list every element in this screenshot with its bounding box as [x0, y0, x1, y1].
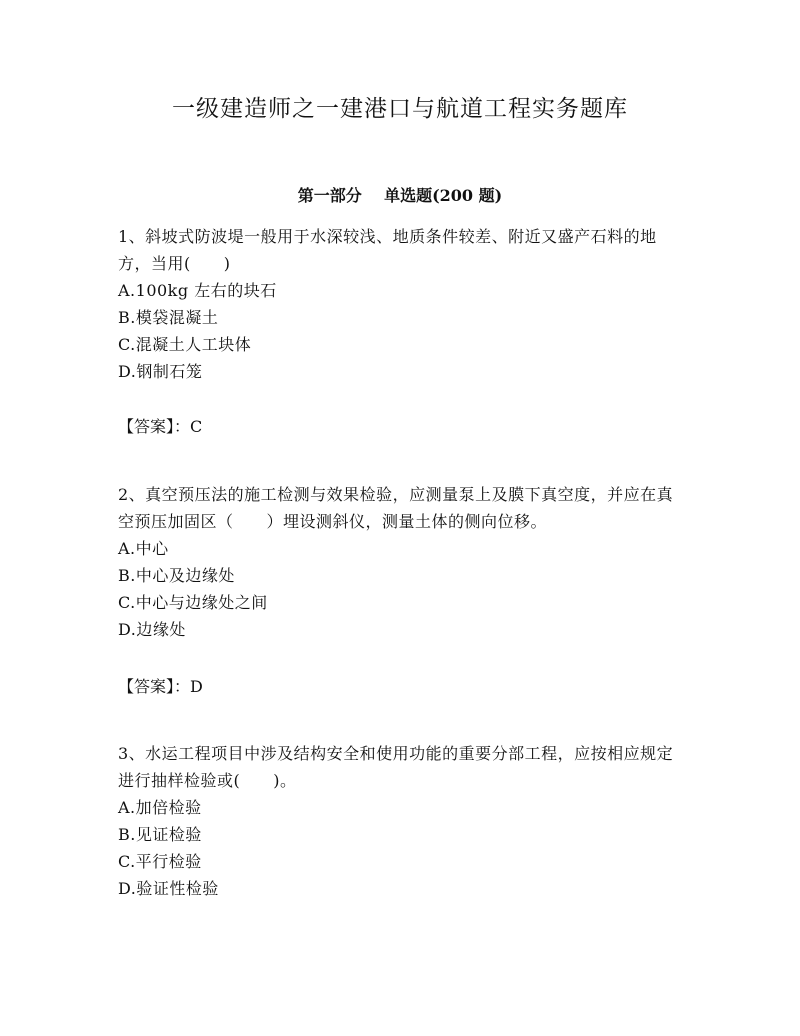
question-1-stem: 1、斜坡式防波堤一般用于水深较浅、地质条件较差、附近又盛产石料的地方，当用( ): [118, 227, 657, 273]
question-2-option-c: C.中心与边缘处之间: [118, 593, 268, 612]
question-1-option-d: D.钢制石笼: [118, 362, 203, 381]
question-2-options: [118, 535, 688, 643]
question-1-option-a: A.100kg 左右的块石: [118, 281, 277, 300]
document-title: 一级建造师之一建港口与航道工程实务题库: [172, 96, 628, 122]
question-2: [118, 481, 688, 643]
question-3-options: [118, 794, 688, 902]
question-2-answer: 【答案】：D: [118, 677, 203, 696]
question-1-option-b: B.模袋混凝土: [118, 308, 219, 327]
question-2-option-a: A.中心: [118, 539, 169, 558]
question-3-option-a: A.加倍检验: [118, 798, 202, 817]
question-2-option-d: D.边缘处: [118, 620, 186, 639]
question-3-stem: 3、水运工程项目中涉及结构安全和使用功能的重要分部工程，应按相应规定进行抽样检验或( )。: [118, 744, 674, 790]
question-3: [118, 740, 688, 902]
question-2-option-b: B.中心及边缘处: [118, 566, 235, 585]
question-3-option-d: D.验证性检验: [118, 879, 219, 898]
question-1: [118, 223, 688, 385]
question-1-option-c: C.混凝土人工块体: [118, 335, 252, 354]
question-1-answer: 【答案】：C: [118, 417, 203, 436]
question-1-options: [118, 277, 688, 385]
question-2-stem: 2、真空预压法的施工检测与效果检验，应测量泵上及膜下真空度，并应在真空预压加固区（ ）埋设测斜仪，测量土体的侧向位移。: [118, 485, 674, 531]
section-title: 第一部分 单选题(200 题): [297, 186, 503, 205]
question-3-option-b: B.见证检验: [118, 825, 202, 844]
question-3-option-c: C.平行检验: [118, 852, 202, 871]
